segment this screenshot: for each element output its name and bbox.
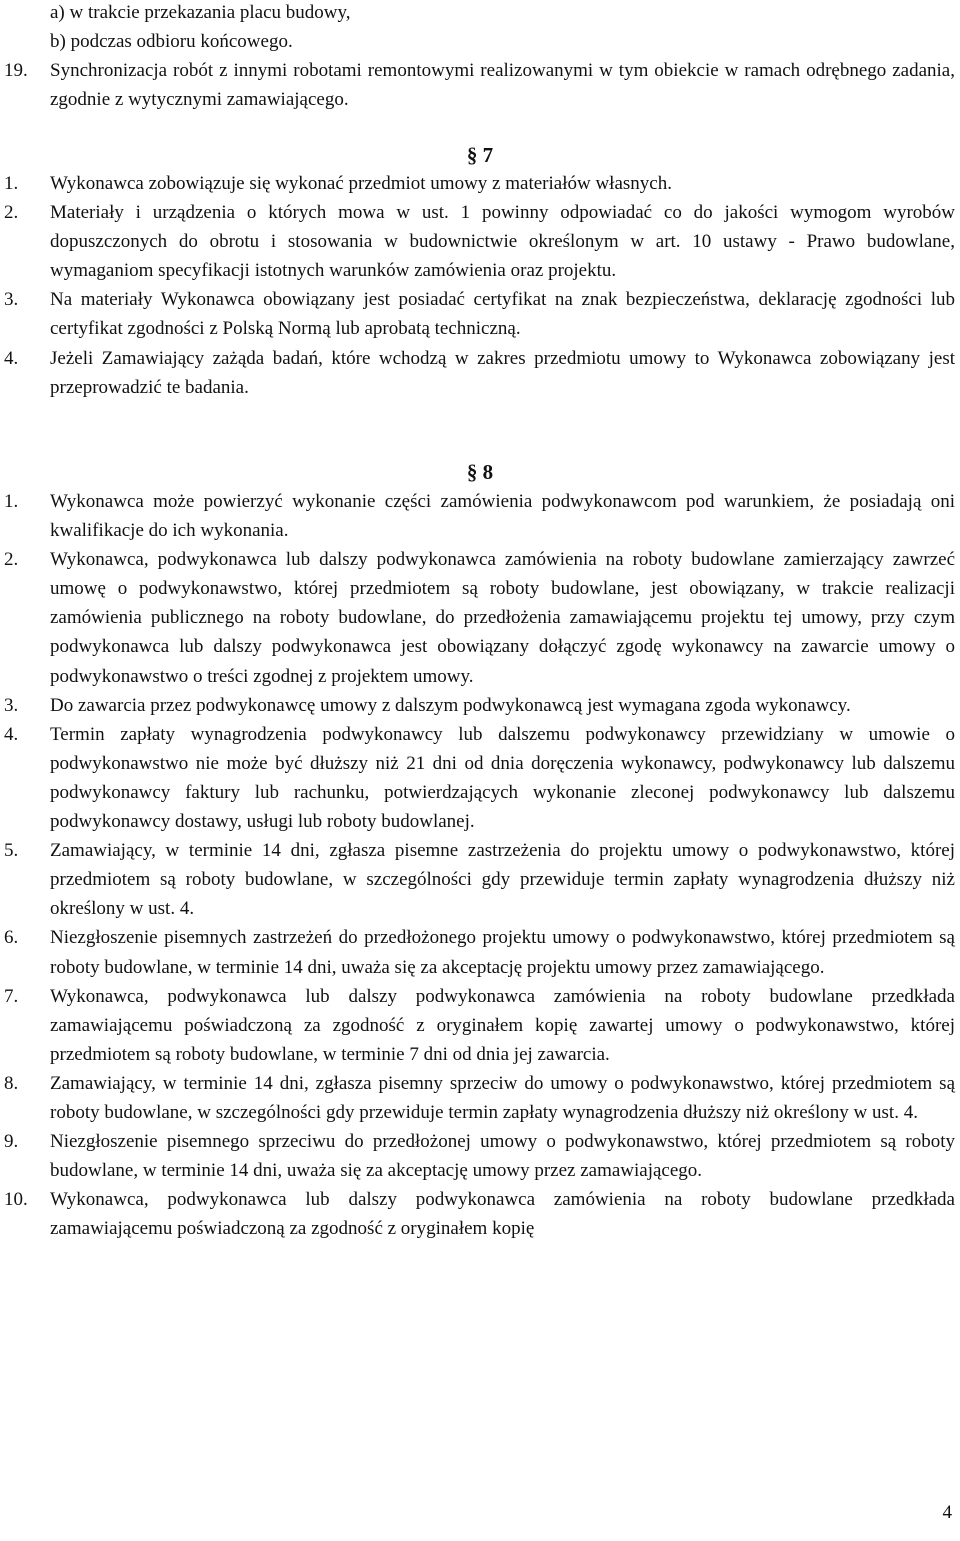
paragraph-19-block	[0, 56, 960, 114]
item-number: 8.	[4, 1072, 19, 1094]
item-number: 3.	[4, 694, 19, 716]
item-number: 4.	[4, 347, 19, 369]
item-number: 5.	[4, 840, 19, 862]
item-number: 6.	[4, 927, 19, 949]
list-item	[0, 169, 955, 198]
list-item	[0, 1069, 955, 1127]
section-7-heading: § 7	[466, 143, 494, 167]
item-number: 3.	[4, 289, 19, 311]
list-item	[0, 56, 955, 114]
list-item	[0, 1127, 955, 1185]
section-8-heading: § 8	[466, 460, 494, 484]
section-7-list	[0, 169, 960, 402]
sub-item-text: w trakcie przekazania placu budowy,	[69, 2, 351, 23]
sub-item-a	[50, 0, 930, 27]
list-item	[0, 545, 955, 690]
list-item	[0, 720, 955, 836]
list-item	[0, 487, 955, 545]
list-item	[0, 836, 955, 923]
item-number: 1.	[4, 491, 19, 512]
item-text: Zamawiający, w terminie 14 dni, zgłasza pisemny sprzeciw do umowy o podwykonawstwo, której przedmiotem są roboty budowlane, w szczególności gdy przewiduje termin zapłaty wynagrodzenia dłuższy niż określony w ust. 4.	[50, 1072, 955, 1123]
item-text: Termin zapłaty wynagrodzenia podwykonawcy lub dalszemu podwykonawcy przewidziany w umowie o podwykonawstwo nie może być dłuższy niż 21 dni od dnia doręczenia wykonawcy, podwykonawcy lub dalszemu podwykonawcy faktury lub rachunku, potwierdzających wykonanie zleconej podwykonawcy lub dalszemu podwykonawcy dostawy, usługi lub roboty budowlanej.	[50, 723, 955, 833]
list-item	[0, 691, 955, 720]
sub-list	[50, 0, 930, 56]
item-number: 19.	[4, 60, 28, 81]
item-number: 2.	[4, 549, 19, 571]
item-text: Do zawarcia przez podwykonawcę umowy z dalszym podwykonawcą jest wymagana zgoda wykonawcy.	[50, 694, 851, 716]
list-item	[0, 923, 955, 981]
item-text: Wykonawca może powierzyć wykonanie części zamówienia podwykonawcom pod warunkiem, że posiadają oni kwalifikacje do ich wykonania.	[50, 491, 955, 542]
list-item	[0, 1185, 955, 1243]
item-number: 7.	[4, 985, 19, 1007]
section-8-list	[0, 487, 960, 1243]
item-text: Materiały i urządzenia o których mowa w ust. 1 powinny odpowiadać co do jakości wymogom wyrobów dopuszczonych do obrotu i stosowania w budownictwie określonym w art. 10 ustawy - Prawo budowlane, wymaganiom specyfikacji istotnych warunków zamówienia oraz projektu.	[50, 202, 955, 282]
item-number: 2.	[4, 202, 19, 224]
item-number: 9.	[4, 1131, 19, 1153]
sub-item-b	[50, 27, 930, 56]
page-number: 4	[942, 1501, 952, 1523]
list-item	[0, 344, 955, 402]
list-item	[0, 982, 955, 1069]
item-text: Niezgłoszenie pisemnego sprzeciwu do przedłożonej umowy o podwykonawstwo, której przedmiotem są roboty budowlane, w terminie 14 dni, uważa się za akceptację umowy przez zamawiającego.	[50, 1131, 955, 1182]
item-text: Synchronizacja robót z innymi robotami remontowymi realizowanymi w tym obiekcie w ramach odrębnego zadania, zgodnie z wytycznymi zamawiającego.	[50, 60, 955, 111]
item-text: Niezgłoszenie pisemnych zastrzeżeń do przedłożonego projektu umowy o podwykonawstwo, której przedmiotem są roboty budowlane, w terminie 14 dni, uważa się za akceptację projektu umowy przez zamawiającego.	[50, 927, 955, 978]
item-number: 1.	[4, 173, 19, 194]
item-text: Na materiały Wykonawca obowiązany jest posiadać certyfikat na znak bezpieczeństwa, deklarację zgodności lub certyfikat zgodności z Polską Normą lub aprobatą techniczną.	[50, 289, 955, 340]
item-text: Zamawiający, w terminie 14 dni, zgłasza pisemne zastrzeżenia do projektu umowy o podwykonawstwo, której przedmiotem są roboty budowlane, w szczególności gdy przewiduje termin zapłaty wynagrodzenia dłuższy niż określony w ust. 4.	[50, 840, 955, 920]
item-text: Wykonawca, podwykonawca lub dalszy podwykonawca zamówienia na roboty budowlane zamierzający zawrzeć umowę o podwykonawstwo, której przedmiotem są roboty budowlane, jest obowiązany, w trakcie realizacji zamówienia publicznego na roboty budowlane, do przedłożenia zamawiającemu projektu tej umowy, przy czym podwykonawca lub dalszy podwykonawca jest obowiązany dołączyć zgodę wykonawcy na zawarcie umowy o podwykonawstwo o treści zgodnej z projektem umowy.	[50, 549, 955, 687]
item-text: Jeżeli Zamawiający zażąda badań, które wchodzą w zakres przedmiotu umowy to Wykonawca zobowiązany jest przeprowadzić te badania.	[50, 347, 955, 398]
list-item	[0, 285, 955, 343]
list-item	[0, 198, 955, 285]
item-text: Wykonawca, podwykonawca lub dalszy podwykonawca zamówienia na roboty budowlane przedkłada zamawiającemu poświadczoną za zgodność z oryginałem kopię	[50, 1189, 955, 1240]
sub-item-label: b)	[50, 31, 66, 53]
sub-item-text: podczas odbioru końcowego.	[70, 31, 293, 53]
item-number: 4.	[4, 723, 19, 745]
item-text: Wykonawca zobowiązuje się wykonać przedmiot umowy z materiałów własnych.	[50, 173, 672, 194]
item-number: 10.	[4, 1189, 28, 1211]
item-text: Wykonawca, podwykonawca lub dalszy podwykonawca zamówienia na roboty budowlane przedkłada zamawiającemu poświadczoną za zgodność z oryginałem kopię zawartej umowy o podwykonawstwo, której przedmiotem są roboty budowlane, w terminie 7 dni od dnia jej zawarcia.	[50, 985, 955, 1065]
sub-item-label: a)	[50, 2, 65, 23]
